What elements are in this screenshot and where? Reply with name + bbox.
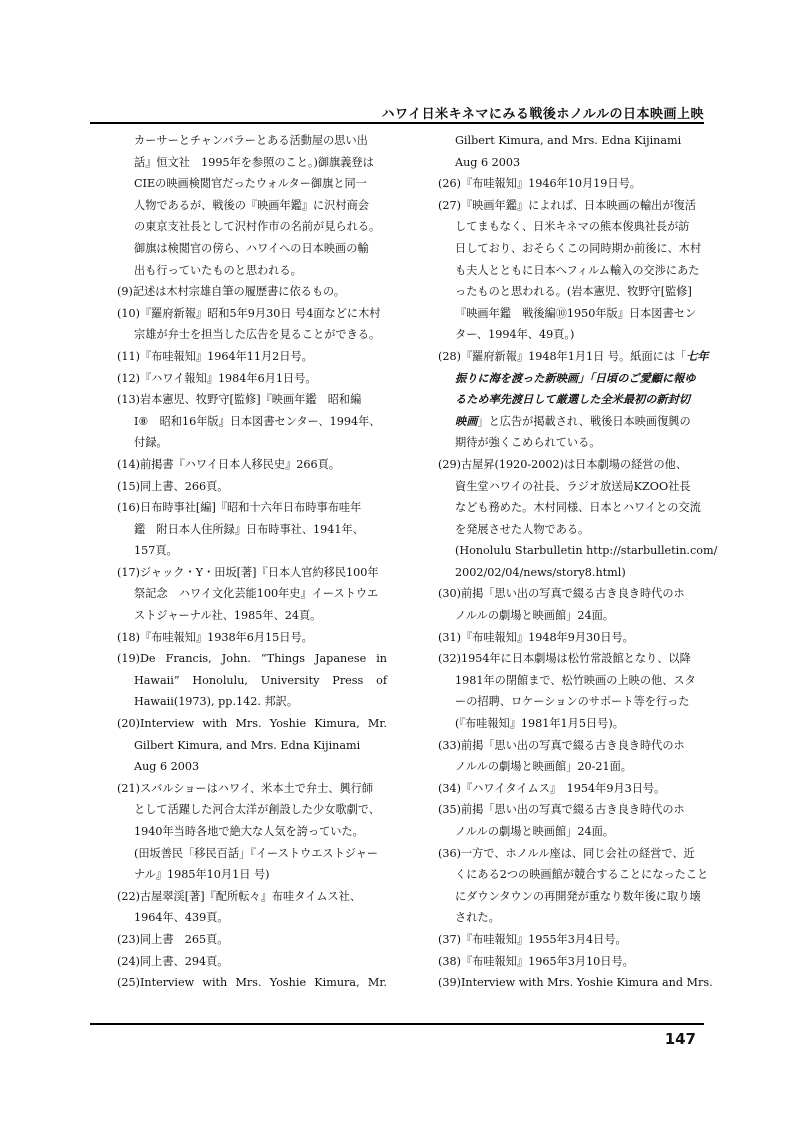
footnote-line <box>117 303 387 325</box>
footnote-text: (25)Interview with Mrs. Yoshie Kimura, Mr. <box>117 976 387 990</box>
footnote-text-after: 」と広告が掲載され、戦後日本映画復興の <box>477 414 691 428</box>
footnote-line <box>117 476 387 498</box>
footnote-line <box>117 951 387 973</box>
footnote-line <box>117 799 387 821</box>
footnote-text: 日しており、おそらくこの同時期か前後に、木村 <box>455 241 702 255</box>
footnote-line <box>117 260 387 282</box>
footnote-line <box>117 519 387 541</box>
footnotes-right-column <box>438 130 718 994</box>
footnote-text: (15)同上書、266頁。 <box>117 479 229 493</box>
footnote-text: 宗雄が弁士を担当した広告を見ることができる。 <box>134 328 381 342</box>
page-number: 147 <box>664 1030 696 1048</box>
footnote-line <box>117 454 387 476</box>
footnote-line <box>438 303 700 325</box>
footnote-text: (11)『布哇報知』1964年11月2日号。 <box>117 349 313 363</box>
footnote-text: (17)ジャック・Y・田坂[著]『日本人官約移民100年 <box>117 565 379 579</box>
footnote-text: 付録。 <box>134 436 168 450</box>
footnote-line <box>117 389 387 411</box>
footer-rule <box>90 1023 704 1025</box>
quoted-ad-text: 七年 <box>686 348 709 363</box>
footnote-line <box>438 605 700 627</box>
footnote-text: 1940年当時各地で絶大な人気を誇っていた。 <box>134 825 364 838</box>
footnote-line <box>438 929 700 951</box>
footnote-text: CIEの映画検閲官だったウォルター御旗と同一 <box>134 177 367 191</box>
footnote-line <box>438 519 700 541</box>
footnote-text: ナル』1985年10月1日 号) <box>134 868 270 882</box>
footnote-text: (23)同上書 265頁。 <box>117 932 229 946</box>
footnote-line <box>438 368 700 390</box>
footnote-text: なども務めた。木村同様、日本とハワイとの交流 <box>455 501 701 515</box>
footnote-line <box>117 713 387 735</box>
footnotes-left-column <box>117 130 387 994</box>
footnote-text: も夫人とともに日本へフィルム輸入の交渉にあた <box>455 263 700 277</box>
footnote-line <box>117 864 387 886</box>
footnote-text: ノルルの劇場と映画館」24面。 <box>455 609 614 623</box>
footnote-line <box>438 691 700 713</box>
footnote-line <box>438 843 700 865</box>
quoted-ad-text: るため率先渡日して厳選した全米最初の新封切 <box>455 392 690 407</box>
footnote-line <box>117 670 387 692</box>
footnote-line <box>438 497 700 519</box>
footnote-text: (39)Interview with Mrs. Yoshie Kimura and Mrs. <box>438 976 713 990</box>
footnote-text: Aug 6 2003 <box>455 155 521 169</box>
footnote-line <box>117 605 387 627</box>
footnote-line <box>438 562 700 584</box>
running-header-title: ハワイ日米キネマにみる戦後ホノルルの日本映画上映 <box>381 107 704 122</box>
footnote-line <box>117 324 387 346</box>
footnote-text: (26)『布哇報知』1946年10月19日号。 <box>438 177 641 191</box>
footnote-line <box>438 907 700 929</box>
footnote-line <box>438 195 700 217</box>
footnote-text: ノルルの劇場と映画館」24面。 <box>455 825 614 838</box>
footnote-line <box>438 476 700 498</box>
footnote-line <box>438 951 700 973</box>
footnote-text: (20)Interview with Mrs. Yoshie Kimura, Mr. <box>117 717 387 731</box>
footnote-line <box>117 432 387 454</box>
footnote-text: (18)『布哇報知』1938年6月15日号。 <box>117 630 313 644</box>
footnote-text: ったものと思われる。(岩本憲児、牧野守[監修] <box>455 285 692 299</box>
footnote-text: として活躍した河合太洋が創設した少女歌劇で、 <box>134 803 380 817</box>
footnote-text: (34)『ハワイタイムス』 1954年9月3日号。 <box>438 781 666 795</box>
footnote-line <box>117 778 387 800</box>
footnote-text: (16)日布時事社[編]『昭和十六年日布時事布哇年 <box>117 501 362 515</box>
footnote-text: 人物であるが、戦後の『映画年鑑』に沢村商会 <box>134 198 369 212</box>
footnote-line <box>438 670 700 692</box>
footnote-text: ノルルの劇場と映画館」20-21面。 <box>455 760 632 774</box>
footnote-line <box>117 173 387 195</box>
footnote-line <box>438 389 700 411</box>
footnote-line <box>438 821 700 843</box>
footnote-text: (28)『羅府新報』1948年1月1日 号。紙面には「 <box>438 349 687 363</box>
footnote-text: 出も行っていたものと思われる。 <box>134 263 302 277</box>
footnote-line <box>117 497 387 519</box>
footnote-text: Hawaii” Honolulu, University Press of <box>134 673 387 687</box>
footnote-text: 2002/02/04/news/story8.html) <box>455 565 626 579</box>
footnote-text: (22)古屋翠渓[著]『配所転々』布哇タイムス社、 <box>117 889 362 903</box>
footnote-text: (36)一方で、ホノルル座は、同じ会社の経営で、近 <box>438 846 695 860</box>
footnote-text: 資生堂ハワイの社長、ラジオ放送局KZOO社長 <box>455 479 691 493</box>
footnote-line <box>438 799 700 821</box>
footnote-line <box>438 627 700 649</box>
footnote-text: (27)『映画年鑑』によれば、日本映画の輸出が復活 <box>438 198 696 212</box>
footnote-line <box>117 562 387 584</box>
footnote-line <box>438 173 700 195</box>
footnote-text: (35)前掲「思い出の写真で綴る古き良き時代のホ <box>438 803 685 817</box>
footnote-text: 話』恒文社 1995年を参照のこと。)御旗義登は <box>134 155 374 169</box>
footnote-line <box>117 821 387 843</box>
footnote-line <box>117 691 387 713</box>
footnote-text: (21)スバルショーはハワイ、米本土で弁士、興行師 <box>117 781 374 795</box>
footnote-line <box>438 864 709 886</box>
footnote-text: (10)『羅府新報』昭和5年9月30日 号4面などに木村 <box>117 306 381 320</box>
footnote-line <box>438 152 700 174</box>
footnote-line <box>117 886 387 908</box>
footnote-line <box>438 756 700 778</box>
footnote-text: (37)『布哇報知』1955年3月4日号。 <box>438 932 627 946</box>
footnote-text: 御旗は検閲官の傍ら、ハワイへの日本映画の輸 <box>134 241 369 255</box>
footnote-text: (33)前掲「思い出の写真で綴る古き良き時代のホ <box>438 738 685 752</box>
footnote-line <box>117 648 387 670</box>
footnote-line <box>117 216 387 238</box>
footnote-line <box>438 281 700 303</box>
footnote-text: くにある2つの映画館が競合することになったこと <box>455 868 709 882</box>
footnote-text: (13)岩本憲児、牧野守[監修]『映画年鑑 昭和編 <box>117 393 362 407</box>
header-rule <box>90 122 704 124</box>
footnote-text: 1964年、439頁。 <box>134 911 229 925</box>
footnote-line <box>438 130 700 152</box>
footnote-text: ター、1994年、49頁。) <box>455 328 575 342</box>
footnote-line <box>117 238 387 260</box>
footnote-line <box>117 972 387 994</box>
footnote-text: (14)前掲書『ハワイ日本人移民史』266頁。 <box>117 457 340 471</box>
footnote-line <box>438 886 700 908</box>
footnote-text: された。 <box>455 911 500 925</box>
footnote-line <box>438 238 700 260</box>
footnote-text: 祭記念 ハワイ文化芸能100年史』イーストウエ <box>134 587 379 601</box>
footnote-text: (『布哇報知』1981年1月5日号)。 <box>455 717 624 731</box>
footnote-line <box>438 454 700 476</box>
footnote-text: Hawaii(1973), pp.142. 邦訳。 <box>134 695 299 709</box>
footnote-line <box>117 540 387 562</box>
footnote-line <box>117 346 387 368</box>
footnote-text: (田坂善民「移民百話」『イーストウエストジャー <box>134 846 379 860</box>
footnote-text: (Honolulu Starbulletin http://starbulletin.com/ <box>455 544 718 558</box>
footnote-text: (9)記述は木村宗雄自筆の履歴書に依るもの。 <box>117 285 345 299</box>
footnote-line <box>438 583 700 605</box>
footnote-text: Ⅰ⑧ 昭和16年版』日本図書センター、1994年、 <box>134 414 381 428</box>
footnote-text: (24)同上書、294頁。 <box>117 954 229 968</box>
footnote-text: (30)前掲「思い出の写真で綴る古き良き時代のホ <box>438 587 685 601</box>
footnote-text: (31)『布哇報知』1948年9月30日号。 <box>438 630 634 644</box>
footnote-line <box>117 130 387 152</box>
footnote-text: Gilbert Kimura, and Mrs. Edna Kijinami <box>134 738 361 752</box>
footnote-line <box>117 627 387 649</box>
footnote-line <box>438 324 700 346</box>
footnote-line <box>438 648 700 670</box>
footnote-text: 『映画年鑑 戦後編⑩1950年版』日本図書セン <box>455 306 697 320</box>
footnote-text: ーの招聘、ロケーションのサポート等を行った <box>455 695 690 709</box>
footnote-text: の東京支社長として沢村作市の名前が見られる。 <box>134 220 381 234</box>
footnote-text: カーサーとチャンバラーとある活動屋の思い出 <box>134 134 368 147</box>
footnote-line <box>117 195 387 217</box>
quoted-ad-text: 振りに海を渡った新映画」「日頃のご愛顧に報ゆ <box>455 370 696 385</box>
footnote-text: 期待が強くこめられている。 <box>455 436 601 450</box>
footnote-text: Gilbert Kimura, and Mrs. Edna Kijinami <box>455 134 682 147</box>
footnote-line <box>438 346 709 368</box>
footnote-line <box>117 281 387 303</box>
footnote-line <box>117 735 387 757</box>
footnote-line <box>438 411 700 433</box>
footnote-line <box>438 432 700 454</box>
footnote-line <box>438 540 718 562</box>
footnote-line <box>438 972 713 994</box>
footnote-line <box>117 907 387 929</box>
footnote-text: 1981年の閉館まで、松竹映画の上映の他、スタ <box>455 673 696 687</box>
footnote-text: (32)1954年に日本劇場は松竹常設館となり、以降 <box>438 652 691 666</box>
footnote-line <box>438 778 700 800</box>
footnote-line <box>117 756 387 778</box>
footnote-line <box>438 713 700 735</box>
footnote-line <box>117 152 387 174</box>
footnote-text: (38)『布哇報知』1965年3月10日号。 <box>438 954 634 968</box>
quoted-ad-text: 映画 <box>455 413 478 428</box>
footnote-text: 157頁。 <box>134 544 178 558</box>
footnote-text: Aug 6 2003 <box>134 760 200 774</box>
footnote-text: を発展させた人物である。 <box>455 522 590 536</box>
footnote-text: 鑑 附日本人住所録』日布時事社、1941年、 <box>134 522 364 536</box>
footnote-text: (29)古屋昇(1920-2002)は日本劇場の経営の他、 <box>438 457 688 471</box>
footnote-line <box>438 260 700 282</box>
footnote-line <box>117 929 387 951</box>
footnote-text: (12)『ハワイ報知』1984年6月1日号。 <box>117 371 317 385</box>
footnote-line <box>438 735 700 757</box>
footnote-text: してまもなく、日米キネマの熊本俊典社長が訪 <box>455 220 690 234</box>
footnote-line <box>117 411 387 433</box>
footnote-text: にダウンタウンの再開発が重なり数年後に取り壊 <box>455 889 701 903</box>
footnote-text: (19)De Francis, John. “Things Japanese in <box>117 652 387 666</box>
footnote-line <box>117 583 387 605</box>
footnote-text: ストジャーナル社、1985年、24頁。 <box>134 609 322 623</box>
footnote-line <box>117 368 387 390</box>
footnote-line <box>117 843 387 865</box>
footnote-line <box>438 216 700 238</box>
